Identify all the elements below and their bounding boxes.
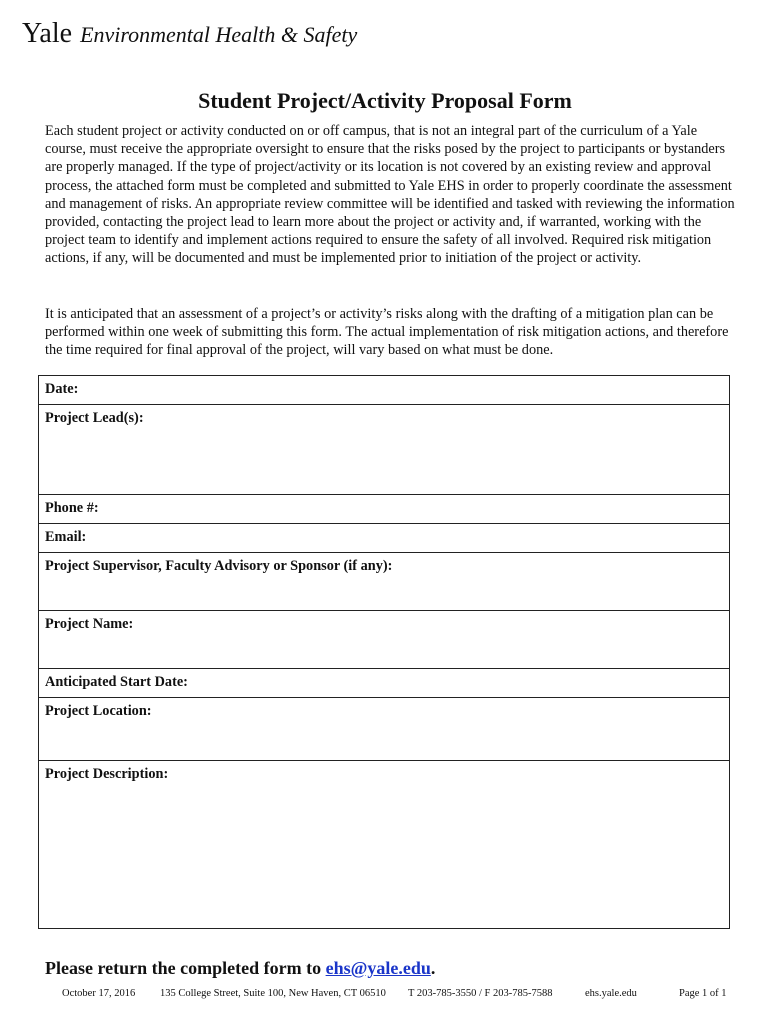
project-leads-field[interactable] (39, 405, 730, 495)
phone-field[interactable] (39, 495, 730, 524)
letterhead (22, 18, 357, 50)
yale-wordmark: Yale (22, 18, 73, 49)
intro-paragraph-2: It is anticipated that an assessment of a project’s or activity’s risks along with the drafting of a mitigation plan can be performed within one week of submitting this form. The actual implementation of risk mitigation actions, and therefore the time required for final approval of the project, will vary based on what must be done. (45, 306, 729, 359)
proposal-form-table (38, 375, 730, 929)
date-field[interactable] (39, 376, 730, 405)
footer-address: 135 College Street, Suite 100, New Haven, CT 06510 (160, 988, 386, 999)
project-name-label: Project Name: (45, 616, 134, 632)
return-text: Please return the completed form to (45, 958, 326, 978)
email-label: Email: (45, 529, 87, 545)
return-instructions (45, 958, 435, 979)
footer-page-number: Page 1 of 1 (679, 988, 727, 999)
intro-paragraph-1: Each student project or activity conducted on or off campus, that is not an integral part of the curriculum of a Yale course, must receive the appropriate oversight to ensure that the risks posed by the project to participants or bystanders are properly managed. If the type of project/activity or its location is not covered by an existing review and approval process, the attached form must be completed and submitted to Yale EHS in order to properly coordinate the assessment and management of risks. An appropriate review committee will be identified and tasked with reviewing the information provided, contacting the project lead to learn more about the project or activity and, if warranted, working with the project team to identify and implement actions required to ensure the safety of all involved. Required risk mitigation actions, if any, will be documented and must be implemented prior to initiation of the project or activity. (45, 123, 735, 267)
page-title: Student Project/Activity Proposal Form (198, 88, 572, 113)
department-name: Environmental Health & Safety (80, 22, 358, 47)
project-leads-label: Project Lead(s): (45, 410, 144, 426)
footer-website: ehs.yale.edu (585, 988, 637, 999)
email-field[interactable] (39, 524, 730, 553)
location-field[interactable] (39, 698, 730, 761)
description-label: Project Description: (45, 766, 169, 782)
ehs-email-link[interactable]: ehs@yale.edu (325, 958, 431, 978)
footer-date: October 17, 2016 (62, 988, 136, 999)
return-period: . (430, 958, 436, 978)
location-label: Project Location: (45, 703, 152, 719)
supervisor-label: Project Supervisor, Faculty Advisory or Sponsor (if any): (45, 558, 393, 574)
footer-phone: T 203-785-3550 / F 203-785-7588 (408, 988, 553, 999)
start-date-field[interactable] (39, 669, 730, 698)
start-date-label: Anticipated Start Date: (45, 674, 188, 690)
phone-label: Phone #: (45, 500, 99, 516)
project-name-field[interactable] (39, 611, 730, 669)
description-field[interactable] (39, 761, 730, 929)
supervisor-field[interactable] (39, 553, 730, 611)
date-label: Date: (45, 381, 79, 397)
